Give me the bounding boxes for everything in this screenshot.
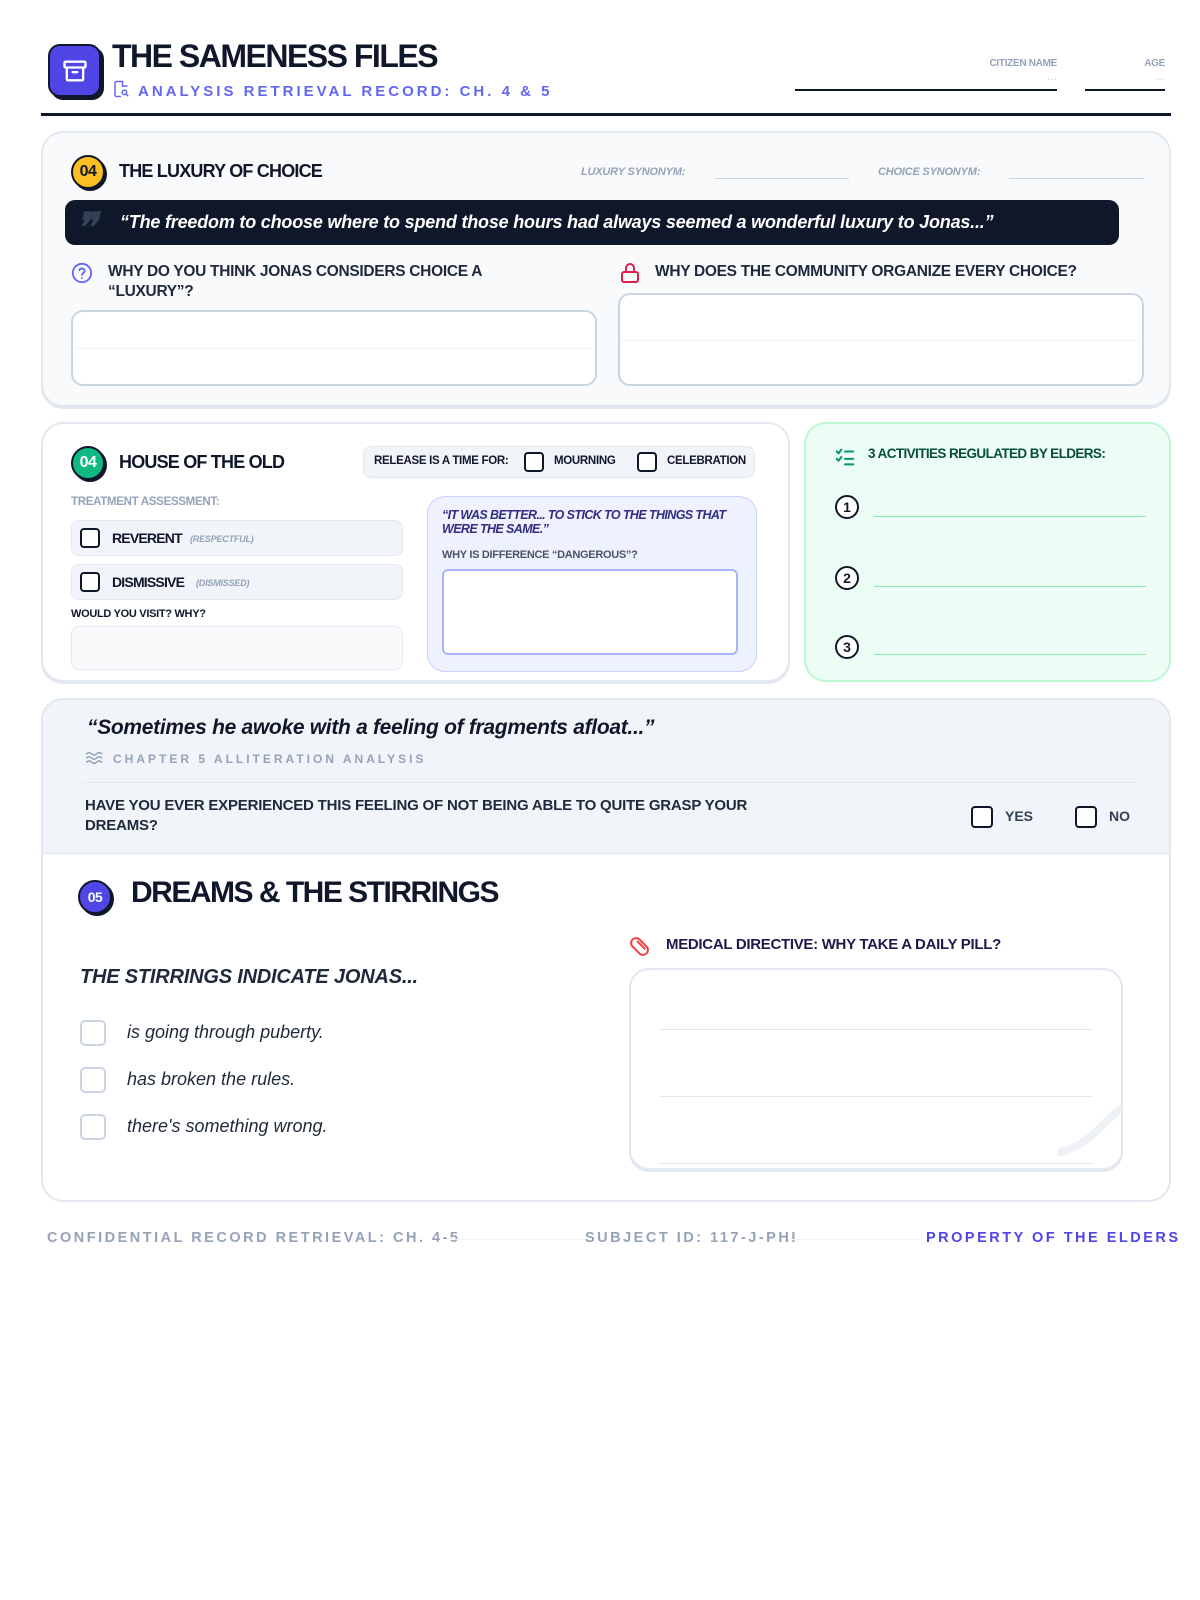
footer-divider bbox=[790, 1239, 920, 1240]
activity-number-3: 3 bbox=[835, 635, 859, 659]
yes-label: YES bbox=[1005, 808, 1034, 824]
no-checkbox[interactable] bbox=[1075, 806, 1097, 828]
dismissive-hint: (DISMISSED) bbox=[196, 578, 250, 588]
luxury-quote bbox=[65, 200, 1119, 251]
age-label: AGE bbox=[1144, 58, 1165, 69]
activity-input-2[interactable] bbox=[874, 586, 1146, 587]
lock-icon bbox=[618, 261, 642, 290]
no-label: NO bbox=[1109, 808, 1130, 824]
luxury-synonym-label: LUXURY SYNONYM: bbox=[581, 166, 686, 178]
alliteration-subtitle: CHAPTER 5 ALLITERATION ANALYSIS bbox=[113, 752, 427, 766]
subtitle-row bbox=[112, 80, 552, 103]
treatment-option-dismissive[interactable] bbox=[71, 564, 403, 600]
section-number-badge: 04 bbox=[71, 446, 105, 480]
difference-quote: “IT WAS BETTER... TO STICK TO THE THINGS THAT WERE THE SAME.” bbox=[442, 508, 726, 536]
reverent-checkbox[interactable] bbox=[80, 528, 100, 548]
chapter-5-card bbox=[41, 698, 1171, 1202]
yes-checkbox[interactable] bbox=[971, 806, 993, 828]
waves-icon bbox=[85, 750, 105, 771]
mourning-checkbox[interactable] bbox=[524, 452, 544, 472]
stirrings-title: THE STIRRINGS INDICATE JONAS... bbox=[80, 966, 418, 988]
archive-icon bbox=[48, 44, 101, 97]
dreams-title: DREAMS & THE STIRRINGS bbox=[131, 876, 499, 909]
difference-card bbox=[427, 496, 757, 672]
luxury-answer-box[interactable] bbox=[71, 310, 597, 386]
pill-icon bbox=[629, 933, 653, 962]
treatment-label: TREATMENT ASSESSMENT: bbox=[71, 496, 220, 508]
section-title: HOUSE OF THE OLD bbox=[119, 452, 285, 472]
activity-number-2: 2 bbox=[835, 566, 859, 590]
activity-number-1: 1 bbox=[835, 495, 859, 519]
checklist-icon bbox=[834, 446, 856, 473]
footer-confidential: CONFIDENTIAL RECORD RETRIEVAL: CH. 4-5 bbox=[47, 1230, 461, 1246]
celebration-checkbox[interactable] bbox=[637, 452, 657, 472]
treatment-option-reverent[interactable] bbox=[71, 520, 403, 556]
medical-answer-box[interactable] bbox=[629, 968, 1123, 1170]
choice-synonym-label: CHOICE SYNONYM: bbox=[878, 166, 981, 178]
alliteration-band bbox=[43, 700, 1171, 854]
difference-answer-box[interactable] bbox=[442, 569, 738, 655]
answer-line bbox=[659, 1029, 1093, 1030]
reverent-hint: (RESPECTFUL) bbox=[190, 534, 254, 544]
quote-icon: ❞ bbox=[75, 204, 97, 251]
file-search-icon bbox=[112, 80, 130, 103]
house-of-the-old-card bbox=[41, 422, 790, 682]
activity-input-1[interactable] bbox=[874, 516, 1146, 517]
release-options bbox=[363, 446, 755, 478]
age-field[interactable] bbox=[1085, 58, 1165, 91]
answer-line bbox=[659, 1096, 1093, 1097]
watermark-ornament bbox=[1051, 1104, 1121, 1164]
section-number-badge: 04 bbox=[71, 155, 105, 189]
question-circle-icon bbox=[71, 262, 93, 289]
stirrings-option-1: is going through puberty. bbox=[127, 1022, 324, 1042]
visit-question: WOULD YOU VISIT? WHY? bbox=[71, 608, 206, 620]
stirrings-option-checkbox-1[interactable] bbox=[80, 1020, 106, 1046]
dismissive-label: DISMISSIVE bbox=[112, 574, 185, 590]
choice-synonym-input[interactable] bbox=[1009, 177, 1144, 179]
medical-directive-title: MEDICAL DIRECTIVE: WHY TAKE A DAILY PILL? bbox=[666, 936, 1001, 953]
luxury-of-choice-card bbox=[41, 131, 1171, 407]
section-number-badge: 05 bbox=[78, 880, 112, 914]
stirrings-option-checkbox-3[interactable] bbox=[80, 1114, 106, 1140]
activities-card bbox=[804, 422, 1171, 682]
visit-answer-box[interactable] bbox=[71, 626, 403, 670]
dismissive-checkbox[interactable] bbox=[80, 572, 100, 592]
mourning-label: MOURNING bbox=[554, 455, 616, 467]
luxury-quote-text: “The freedom to choose where to spend those hours had always seemed a wonderful luxury to Jonas...” bbox=[120, 212, 994, 232]
release-label: RELEASE IS A TIME FOR: bbox=[374, 455, 509, 467]
age-value: ... bbox=[1085, 69, 1165, 91]
page-title: THE SAMENESS FILES bbox=[112, 38, 438, 74]
community-answer-box[interactable] bbox=[618, 293, 1144, 386]
difference-question: WHY IS DIFFERENCE “DANGEROUS”? bbox=[442, 549, 638, 561]
activities-title: 3 ACTIVITIES REGULATED BY ELDERS: bbox=[868, 446, 1106, 461]
luxury-question: WHY DO YOU THINK JONAS CONSIDERS CHOICE A “LUXURY”? bbox=[108, 263, 482, 300]
answer-line bbox=[659, 1163, 1093, 1164]
page-subtitle: ANALYSIS RETRIEVAL RECORD: CH. 4 & 5 bbox=[138, 83, 553, 100]
fragments-quote: “Sometimes he awoke with a feeling of fragments afloat...” bbox=[87, 716, 655, 739]
footer-subject-id: SUBJECT ID: 117-J-PHI bbox=[585, 1230, 798, 1246]
footer-property: PROPERTY OF THE ELDERS bbox=[926, 1230, 1181, 1246]
band-divider bbox=[83, 782, 1137, 783]
citizen-name-label: CITIZEN NAME bbox=[989, 58, 1057, 69]
section-title: THE LUXURY OF CHOICE bbox=[119, 161, 323, 181]
citizen-name-value: ... bbox=[795, 69, 1057, 91]
stirrings-option-checkbox-2[interactable] bbox=[80, 1067, 106, 1093]
page-header bbox=[41, 38, 1171, 116]
luxury-synonym-input[interactable] bbox=[715, 177, 849, 179]
citizen-name-field[interactable] bbox=[795, 58, 1057, 91]
activity-input-3[interactable] bbox=[874, 654, 1146, 655]
stirrings-option-3: there's something wrong. bbox=[127, 1116, 328, 1136]
stirrings-option-2: has broken the rules. bbox=[127, 1069, 296, 1089]
dreams-feeling-question: HAVE YOU EVER EXPERIENCED THIS FEELING OF NOT BEING ABLE TO QUITE GRASP YOUR DREAMS? bbox=[85, 797, 748, 834]
footer-divider bbox=[447, 1239, 587, 1240]
celebration-label: CELEBRATION bbox=[667, 455, 746, 467]
community-question: WHY DOES THE COMMUNITY ORGANIZE EVERY CHOICE? bbox=[655, 263, 1077, 280]
reverent-label: REVERENT bbox=[112, 530, 182, 546]
